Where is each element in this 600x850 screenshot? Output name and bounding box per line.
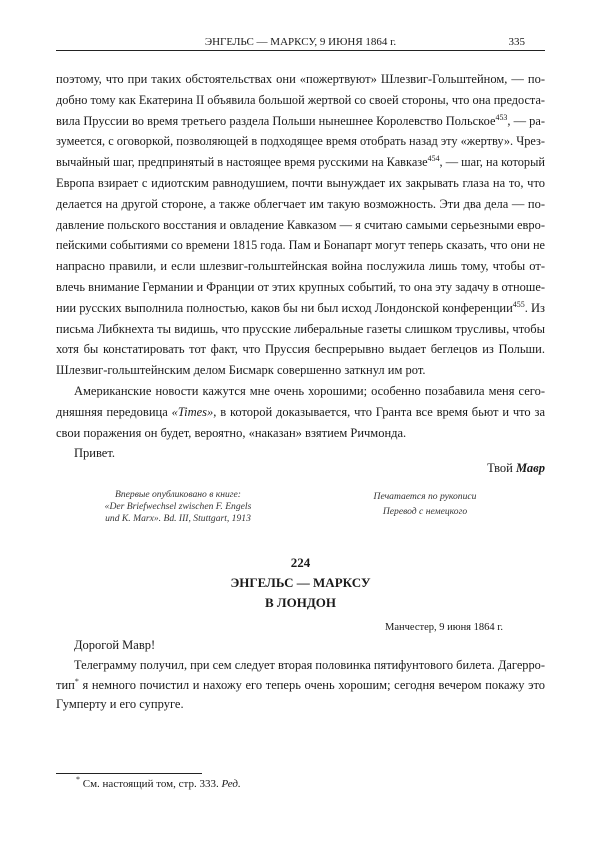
line-text: делается на другой стороне, а также облегчает им такую возможность. Эти два дела — по-	[56, 196, 545, 211]
note-reference: 454	[427, 154, 440, 164]
text-line	[56, 300, 545, 316]
source-note-line: Впервые опубликовано в книге:	[114, 489, 242, 500]
footnote-editor: Ред.	[221, 778, 241, 790]
line-text: пейскими событиями со времени 1815 года. Пам и Бонапарт могут теперь сказать, что они не	[56, 238, 545, 253]
text-line	[56, 237, 554, 253]
line-text: зумеется, с оговоркой, позволяющей в подходящее время отобрать назад эту «жертву». Чрез-	[56, 134, 545, 149]
line-text: добно тому как Екатерина II объявила большой жертвой со своей стороны, что она предоста-	[56, 92, 545, 107]
footnote-text: См. настоящий том, стр. 333.	[82, 778, 219, 790]
page-number: 335	[508, 36, 525, 48]
line-text: , — ра-	[507, 113, 545, 128]
header-title: ЭНГЕЛЬС — МАРКСУ, 9 ИЮНЯ 1864 г.	[204, 36, 397, 48]
text-line-content	[56, 133, 545, 149]
text-line-content	[74, 445, 115, 461]
text-line-content	[56, 677, 545, 693]
line-text: письма Либкнехта ты видишь, что прусские либеральные газеты слишком трусливы, чтобы	[56, 321, 545, 336]
text-line	[56, 279, 548, 295]
text-line-content	[56, 113, 545, 129]
text-line	[56, 404, 545, 420]
signature	[487, 460, 545, 476]
text-line	[56, 133, 552, 149]
text-line-content	[56, 696, 184, 712]
source-note-right	[355, 489, 495, 519]
text-line-content	[56, 196, 545, 212]
line-text: вила Пруссии во время третьего раздела Польши нынешнее Королевство Польское	[56, 113, 496, 128]
text-line-content	[56, 279, 545, 295]
line-text: напрасно правили, и если шлезвиг-гольштейнская война послужила лишь тому, чтобы от-	[56, 259, 545, 274]
note-reference: 453	[495, 112, 508, 122]
line-text: давление польского восстания и овладение Кавказом — я считаю самыми серьезными евро-	[56, 217, 545, 232]
text-line-content	[56, 154, 545, 170]
text-line	[56, 362, 426, 378]
line-text: тип	[56, 677, 75, 692]
signature-name: Мавр	[515, 461, 545, 475]
text-line	[56, 154, 551, 170]
line-text: свои поражения он будет, вероятно, «наказан» взятием Ричмонда.	[56, 425, 407, 440]
text-line	[56, 113, 548, 129]
footnote	[76, 777, 241, 791]
publication-name: «Times»	[171, 404, 214, 419]
text-line-content	[56, 300, 545, 316]
text-line	[56, 425, 406, 441]
text-line-content	[56, 404, 545, 420]
line-text: поэтому, что при таких обстоятельствах они «пожертвуют» Шлезвиг-Гольштейном, — по-	[56, 72, 545, 86]
letter-destination: В ЛОНДОН	[265, 595, 336, 610]
line-text: Шлезвиг-гольштейнским делом Бисмарк совершенно заткнул им рот.	[56, 363, 426, 378]
text-line	[56, 258, 545, 274]
source-note-left	[98, 489, 258, 525]
text-line-content	[56, 341, 545, 357]
letter-number: 224	[290, 555, 311, 570]
text-line	[56, 71, 545, 87]
line-text: вычайный шаг, предпринятый в настоящее время русскими на Кавказе	[56, 155, 428, 170]
text-line-content	[74, 657, 545, 673]
footnote-divider	[56, 773, 202, 774]
text-line	[56, 175, 545, 191]
line-text: , в которой доказывается, что Гранта все время бьют и что за	[213, 404, 545, 419]
text-line-content	[56, 217, 545, 233]
footnote-mark: *	[76, 775, 80, 784]
line-text: Телеграмму получил, при сем следует вторая половинка пятифунтового билета. Дагерро-	[74, 658, 545, 672]
note-reference: *	[74, 676, 79, 686]
text-line-content	[56, 92, 545, 108]
text-line	[56, 696, 184, 712]
signature-prefix: Твой	[487, 461, 513, 475]
text-line-content	[56, 258, 545, 274]
text-line	[74, 445, 115, 461]
place-date: Манчестер, 9 июня 1864 г.	[385, 622, 504, 633]
running-header	[56, 34, 545, 51]
line-text: дняшняя передовица	[56, 404, 172, 419]
line-text: , — шаг, на который	[439, 155, 545, 170]
source-note-line: Печатается по рукописи	[373, 491, 477, 502]
text-line	[74, 657, 550, 673]
line-text: влечь внимание Германии и Франции от этих крупных событий, то она эту задачу в отноше-	[56, 280, 545, 294]
text-line-content	[56, 362, 426, 378]
text-line	[56, 677, 545, 693]
line-text: . Из	[524, 300, 545, 315]
text-line	[56, 217, 547, 233]
line-text: я немного почистил и нахожу его теперь очень хорошим; сегодня вечером покажу это	[78, 677, 545, 692]
line-text: Гумперту и его супруге.	[56, 697, 184, 712]
text-line	[74, 383, 545, 399]
text-line	[56, 341, 545, 357]
text-line-content	[56, 237, 545, 253]
text-line-content	[56, 321, 545, 337]
line-text: Европа взирает с идиотским равнодушием, почти вынуждает их закрывать глаза на то, что	[56, 176, 545, 190]
line-text: Привет.	[74, 446, 115, 461]
source-note-line: und K. Marx». Bd. III, Stuttgart, 1913	[105, 513, 251, 524]
line-text: Американские новости кажутся мне очень хорошими; особенно позабавила меня сего-	[74, 384, 545, 398]
salutation: Дорогой Мавр!	[74, 638, 156, 652]
text-line	[56, 321, 545, 337]
text-line-content	[74, 383, 545, 399]
text-line-content	[56, 175, 545, 191]
text-line	[56, 92, 553, 108]
text-line-content	[56, 425, 406, 441]
line-text: хотя бы констатировать тот факт, что Пруссия беспрерывно выдает беглецов из Польши.	[56, 342, 545, 357]
line-text: нии русских выполнила полностью, каков бы ни был исход Лондонской конференции	[56, 300, 513, 315]
text-line	[56, 196, 545, 212]
text-line-content	[56, 71, 545, 87]
source-note-line: Перевод с немецкого	[382, 506, 468, 517]
letter-title: ЭНГЕЛЬС — МАРКСУ	[230, 575, 371, 590]
source-note-line: «Der Briefwechsel zwischen F. Engels	[104, 501, 252, 512]
note-reference: 455	[512, 299, 525, 309]
